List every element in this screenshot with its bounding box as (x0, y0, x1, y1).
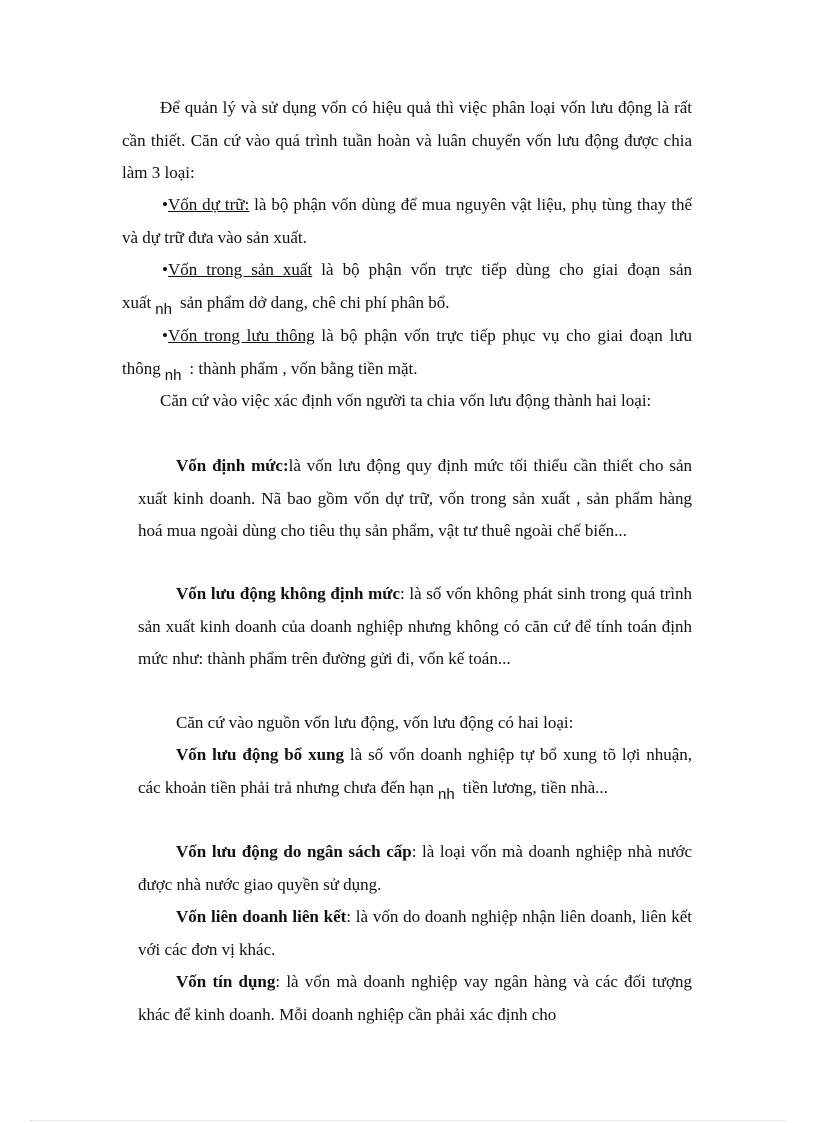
nh-fragment: nh (164, 366, 182, 384)
paragraph-von-bo-xung: Vốn lưu động bổ xung là số vốn doanh nghiệp tự bổ xung tõ lợi nhuận, các khoản tiền phải trả nhưng chưa đến hạn nh tiền lương, tiền nhà... (138, 745, 693, 803)
term-von-trong-san-xuat: Vốn trong sản xuất (167, 260, 313, 279)
bullet-icon: • (162, 326, 168, 345)
nh-fragment: nh (155, 300, 172, 318)
nh-fragment: nh (437, 785, 455, 803)
paragraph-von-trong-luu-thong: •Vốn trong lưu thông là bộ phận vốn trực tiếp phục vụ cho giai đoạn lưu thông nh : thành phẩm , vốn bằng tiền mặt. (122, 326, 693, 384)
paragraph-von-trong-san-xuat: •Vốn trong sản xuất là bộ phận vốn trực tiếp dùng cho giai đoạn sản xuất nh sản phẩm dở dang, chê chi phí phân bổ. (122, 260, 693, 318)
bullet-icon: • (162, 195, 168, 214)
term-von-khong-dinh-muc: Vốn lưu động không định mức (176, 584, 401, 603)
term-von-dinh-muc: Vốn định mức: (176, 456, 289, 475)
paragraph-von-du-tru: •Vốn dự trữ: là bộ phận vốn dùng để mua nguyên vật liệu, phụ tùng thay thế và dự trữ đưa vào sản xuất. (122, 195, 693, 247)
term-von-ngan-sach: Vốn lưu động do ngân sách cấp (176, 842, 412, 861)
paragraph-von-ngan-sach: Vốn lưu động do ngân sách cấp: là loại vốn mà doanh nghiệp nhà nước được nhà nước giao quyền sử dụng. (138, 842, 692, 894)
term-von-trong-luu-thong: Vốn trong lưu thông (167, 326, 315, 345)
bullet-icon: • (162, 260, 168, 279)
paragraph-von-dinh-muc: Vốn định mức:là vốn lưu động quy định mức tối thiểu cần thiết cho sản xuất kinh doanh. Nã bao gồm vốn dự trữ, vốn trong sản xuất , sản phẩm hàng hoá mua ngoài dùng cho tiêu thụ sản phẩm, vật tư thuê ngoài chế biến... (138, 456, 692, 541)
paragraph-intro: Để quản lý và sử dụng vốn có hiệu quả thì việc phân loại vốn lưu động là rất cần thiết. Căn cứ vào quá trình tuần hoàn và luân chuyển vốn lưu động được chia làm 3 loại: (122, 98, 692, 183)
term-von-du-tru: Vốn dự trữ: (167, 195, 250, 214)
paragraph-von-khong-dinh-muc: Vốn lưu động không định mức: là số vốn không phát sinh trong quá trình sản xuất kinh doanh của doanh nghiệp nhưng không có căn cứ để tính toán định mức như: thành phẩm trên đường gửi đi, vốn kế toán... (138, 584, 692, 669)
term-von-tin-dung: Vốn tín dụng (176, 972, 276, 991)
page-bottom-border (30, 1120, 786, 1121)
paragraph-can-cu-nguon-von: Căn cứ vào nguồn vốn lưu động, vốn lưu động có hai loại: (176, 713, 574, 732)
paragraph-von-tin-dung: Vốn tín dụng: là vốn mà doanh nghiệp vay ngân hàng và các đối tượng khác để kinh doanh. Mỗi doanh nghiệp cần phải xác định cho (138, 972, 693, 1024)
term-von-bo-xung: Vốn lưu động bổ xung (176, 745, 344, 764)
term-von-lien-doanh: Vốn liên doanh liên kết (176, 907, 347, 926)
paragraph-von-lien-doanh: Vốn liên doanh liên kết: là vốn do doanh nghiệp nhận liên doanh, liên kết với các đơn vị khác. (138, 907, 692, 959)
paragraph-can-cu-xac-dinh: Căn cứ vào việc xác định vốn người ta chia vốn lưu động thành hai loại: (160, 391, 652, 410)
